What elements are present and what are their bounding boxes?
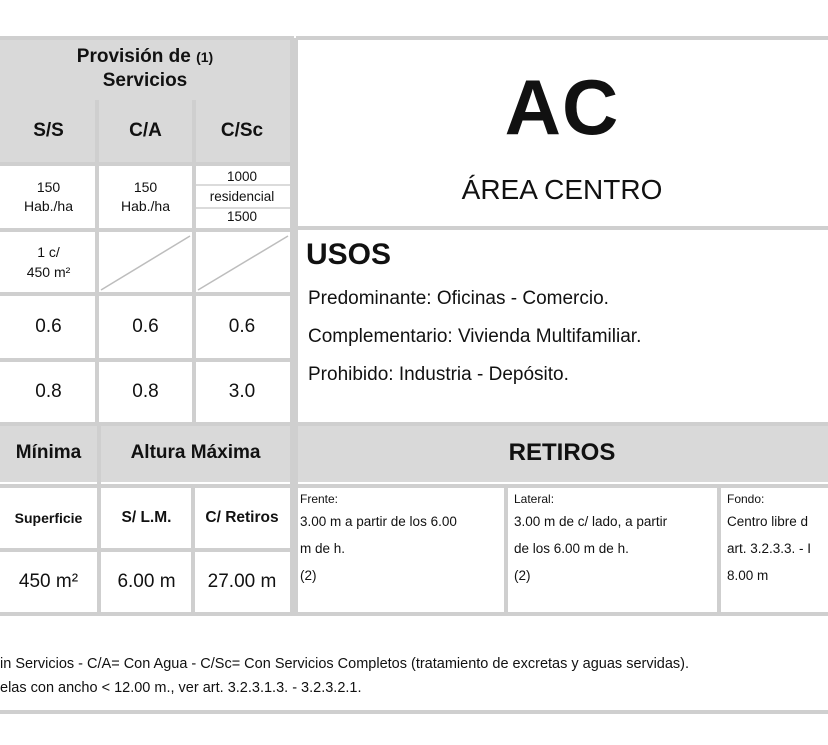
lot-ss: 1 c/ 450 m² <box>26 244 71 280</box>
fos-csc: 3.0 <box>228 381 256 402</box>
footnote-line-2: elas con ancho < 12.00 m., ver art. 3.2.3.1.3. - 3.2.3.2.1. <box>0 680 362 696</box>
parcela-value: 450 m² <box>18 571 79 592</box>
retiro-lateral-text: 3.00 m de c/ lado, a partir de los 6.00 m de h. (2) <box>514 514 668 583</box>
retiro-lateral-label: Lateral: <box>514 492 555 506</box>
altura-value-cret: 27.00 m <box>207 571 277 592</box>
usos-title: USOS <box>306 238 392 271</box>
col-header-csc: C/Sc <box>194 100 290 162</box>
retiro-frente-text: 3.00 m a partir de los 6.00 m de h. (2) <box>300 514 457 583</box>
usos-predominant: Predominante: Oficinas - Comercio. <box>308 288 609 309</box>
altura-subheader-slm: S/ L.M. <box>121 509 172 526</box>
fot-ss: 0.6 <box>35 316 62 337</box>
parcela-header: Mínima <box>0 424 97 482</box>
provision-title-line1: Provisión de <box>76 46 191 67</box>
density-ca: 150 Hab./ha <box>120 179 171 214</box>
zone-code: AC <box>504 63 620 151</box>
parcela-subheader: Superficie <box>14 510 83 526</box>
usos-prohibited: Prohibido: Industria - Depósito. <box>308 364 569 385</box>
zone-name: ÁREA CENTRO <box>461 174 663 205</box>
retiros-header: RETIROS <box>296 424 828 482</box>
retiro-fondo-label: Fondo: <box>727 492 765 506</box>
footnote-ref: (1) <box>196 49 214 65</box>
altura-header: Altura Máxima <box>101 424 290 482</box>
density-csc: 1000 residencial 1500 <box>209 169 275 224</box>
fos-ca: 0.8 <box>132 381 159 402</box>
provision-title-line2: Servicios <box>102 70 188 91</box>
retiro-fondo-text: Centro libre d art. 3.2.3.3. - I 8.00 m <box>727 514 812 583</box>
footnote-line-1: in Servicios - C/A= Con Agua - C/Sc= Con Servicios Completos (tratamiento de excretas y aguas servidas). <box>0 656 690 672</box>
col-header-ss: S/S <box>0 100 97 162</box>
retiro-frente-label: Frente: <box>300 492 339 506</box>
fos-ss: 0.8 <box>35 381 62 402</box>
density-ss: 150 Hab./ha <box>23 179 74 214</box>
altura-subheader-cret: C/ Retiros <box>205 509 279 526</box>
fot-csc: 0.6 <box>228 316 256 337</box>
altura-value-slm: 6.00 m <box>117 571 176 592</box>
fot-ca: 0.6 <box>132 316 159 337</box>
col-header-ca: C/A <box>97 100 194 162</box>
usos-complementary: Complementario: Vivienda Multifamiliar. <box>308 326 642 347</box>
